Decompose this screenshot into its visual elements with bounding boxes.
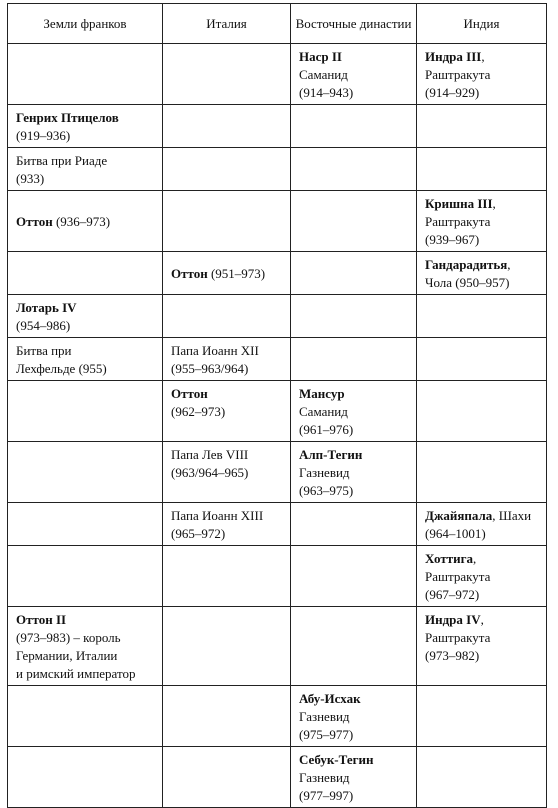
cell-text-line: (955–963/964): [171, 361, 249, 376]
cell-text-line: Чола (950–957): [425, 275, 510, 290]
cell-text-line: Раштракута: [425, 569, 491, 584]
cell-frankish-lands: [8, 295, 163, 338]
cell-text-line: Битва при: [16, 343, 72, 358]
table-body: [8, 44, 547, 808]
cell-eastern-dynasties: [291, 747, 417, 808]
cell-eastern-dynasties: [291, 295, 417, 338]
cell-eastern-dynasties: [291, 442, 417, 503]
cell-text-line: (973–982): [425, 648, 480, 663]
cell-frankish-lands: [8, 252, 163, 295]
ruler-name: Индра IV: [425, 612, 481, 627]
cell-eastern-dynasties: [291, 686, 417, 747]
cell-italy: [163, 191, 291, 252]
cell-text-line: Саманид: [299, 67, 348, 82]
ruler-name: Себук-Тегин: [299, 752, 374, 767]
cell-first-line: [171, 265, 286, 283]
cell-text-line: (914–929): [425, 85, 480, 100]
cell-text-line: (973–983) – король: [16, 630, 121, 645]
cell-italy: [163, 747, 291, 808]
cell-eastern-dynasties: [291, 381, 417, 442]
cell-italy: [163, 607, 291, 686]
cell-frankish-lands: [8, 191, 163, 252]
cell-italy: [163, 338, 291, 381]
cell-text-line: (962–973): [171, 404, 226, 419]
ruler-name: Оттон: [16, 214, 53, 229]
cell-frankish-lands: [8, 747, 163, 808]
ruler-name: Абу-Исхак: [299, 691, 361, 706]
header-row: [8, 4, 547, 44]
cell-text-line: Германии, Италии: [16, 648, 118, 663]
ruler-name: Мансур: [299, 386, 345, 401]
cell-text-line: Раштракута: [425, 214, 491, 229]
ruler-name: Оттон II: [16, 612, 67, 627]
cell-eastern-dynasties: [291, 44, 417, 105]
cell-text-line: (977–997): [299, 788, 354, 803]
cell-italy: [163, 295, 291, 338]
cell-india: [417, 295, 547, 338]
cell-text-line: (964–1001): [425, 526, 486, 541]
table-row: [8, 686, 547, 747]
cell-italy: [163, 252, 291, 295]
cell-india: [417, 148, 547, 191]
cell-frankish-lands: [8, 381, 163, 442]
cell-text-line: Лехфельде (955): [16, 361, 107, 376]
table-row: [8, 747, 547, 808]
table-row: [8, 338, 547, 381]
cell-text-line: (967–972): [425, 587, 480, 602]
table-row: [8, 148, 547, 191]
cell-first-line: [425, 507, 542, 525]
ruler-name: Генрих Птицелов: [16, 110, 119, 125]
ruler-name: Джайяпала: [425, 508, 493, 523]
cell-italy: [163, 44, 291, 105]
cell-text-line: Саманид: [299, 404, 348, 419]
table-row: [8, 442, 547, 503]
cell-italy: [163, 148, 291, 191]
cell-frankish-lands: [8, 686, 163, 747]
cell-text-line: Раштракута: [425, 630, 491, 645]
cell-text-line: Газневид: [299, 770, 350, 785]
cell-eastern-dynasties: [291, 546, 417, 607]
table-row: [8, 546, 547, 607]
cell-first-line: [299, 751, 412, 769]
cell-frankish-lands: [8, 338, 163, 381]
cell-italy: [163, 381, 291, 442]
cell-eastern-dynasties: [291, 338, 417, 381]
cell-text-line: Папа Иоанн XII: [171, 343, 259, 358]
cell-india: [417, 546, 547, 607]
cell-first-line: [425, 550, 542, 568]
cell-text-line: (933): [16, 171, 45, 186]
cell-text-line: и римский император: [16, 666, 136, 681]
cell-frankish-lands: [8, 546, 163, 607]
cell-first-line: [299, 690, 412, 708]
cell-first-line: [425, 611, 542, 629]
cell-india: [417, 191, 547, 252]
ruler-name: Гандарадитья: [425, 257, 508, 272]
cell-text-line: (961–976): [299, 422, 354, 437]
cell-first-line: [171, 385, 286, 403]
cell-tail-text: ,: [480, 612, 484, 627]
cell-india: [417, 338, 547, 381]
cell-india: [417, 503, 547, 546]
cell-first-line: [425, 256, 542, 274]
cell-italy: [163, 105, 291, 148]
cell-eastern-dynasties: [291, 503, 417, 546]
cell-first-line: [16, 109, 158, 127]
cell-text-line: (963/964–965): [171, 465, 249, 480]
cell-india: [417, 607, 547, 686]
cell-text-line: (919–936): [16, 128, 71, 143]
cell-italy: [163, 686, 291, 747]
cell-india: [417, 44, 547, 105]
ruler-name: Алп-Тегин: [299, 447, 363, 462]
cell-text-line: Раштракута: [425, 67, 491, 82]
cell-text-line: Битва при Риаде: [16, 153, 108, 168]
cell-frankish-lands: [8, 105, 163, 148]
cell-frankish-lands: [8, 503, 163, 546]
cell-text-line: (954–986): [16, 318, 71, 333]
cell-text-line: (965–972): [171, 526, 226, 541]
table-header: [8, 4, 547, 44]
table-row: [8, 607, 547, 686]
cell-tail-text: ,: [472, 551, 477, 566]
cell-india: [417, 747, 547, 808]
cell-italy: [163, 546, 291, 607]
cell-tail-text: , Шахи: [492, 508, 532, 523]
cell-india: [417, 105, 547, 148]
cell-eastern-dynasties: [291, 105, 417, 148]
cell-italy: [163, 503, 291, 546]
cell-tail-text: ,: [492, 196, 496, 211]
ruler-name: Наср II: [299, 49, 342, 64]
cell-text-line: (975–977): [299, 727, 354, 742]
cell-india: [417, 381, 547, 442]
table-row: [8, 295, 547, 338]
cell-first-line: [425, 48, 542, 66]
ruler-name: Хоттига: [425, 551, 473, 566]
cell-tail-text: ,: [507, 257, 511, 272]
ruler-name: Индра III: [425, 49, 482, 64]
cell-text-line: Папа Иоанн XIII: [171, 508, 264, 523]
cell-frankish-lands: [8, 148, 163, 191]
cell-first-line: [16, 213, 158, 231]
ruler-name: Оттон: [171, 266, 208, 281]
cell-text-line: Газневид: [299, 709, 350, 724]
cell-first-line: [299, 385, 412, 403]
header-frankish-lands: Земли франков: [8, 4, 163, 44]
table-row: [8, 191, 547, 252]
header-india: Индия: [417, 4, 547, 44]
table-row: [8, 381, 547, 442]
cell-text-line: (963–975): [299, 483, 354, 498]
cell-first-line: [16, 611, 158, 629]
cell-frankish-lands: [8, 44, 163, 105]
cell-text-line: Папа Лев VIII: [171, 447, 249, 462]
ruler-name: Оттон: [171, 386, 208, 401]
cell-first-line: [299, 48, 412, 66]
table-row: [8, 503, 547, 546]
chronology-table: [7, 3, 547, 808]
cell-tail-text: ,: [481, 49, 485, 64]
table-row: [8, 44, 547, 105]
cell-text-line: (914–943): [299, 85, 354, 100]
cell-frankish-lands: [8, 442, 163, 503]
ruler-name: Кришна III: [425, 196, 493, 211]
cell-first-line: [16, 299, 158, 317]
table-row: [8, 252, 547, 295]
header-eastern-dynasties: Восточные династии: [291, 4, 417, 44]
cell-first-line: [425, 195, 542, 213]
cell-text-line: Газневид: [299, 465, 350, 480]
cell-eastern-dynasties: [291, 252, 417, 295]
cell-text-line: (939–967): [425, 232, 480, 247]
cell-tail-text: (951–973): [207, 266, 266, 281]
cell-first-line: [299, 446, 412, 464]
cell-india: [417, 686, 547, 747]
table-row: [8, 105, 547, 148]
cell-india: [417, 252, 547, 295]
header-italy: Италия: [163, 4, 291, 44]
ruler-name: Лотарь IV: [16, 300, 77, 315]
cell-tail-text: (936–973): [52, 214, 111, 229]
cell-india: [417, 442, 547, 503]
cell-frankish-lands: [8, 607, 163, 686]
cell-italy: [163, 442, 291, 503]
cell-eastern-dynasties: [291, 191, 417, 252]
cell-eastern-dynasties: [291, 607, 417, 686]
cell-eastern-dynasties: [291, 148, 417, 191]
